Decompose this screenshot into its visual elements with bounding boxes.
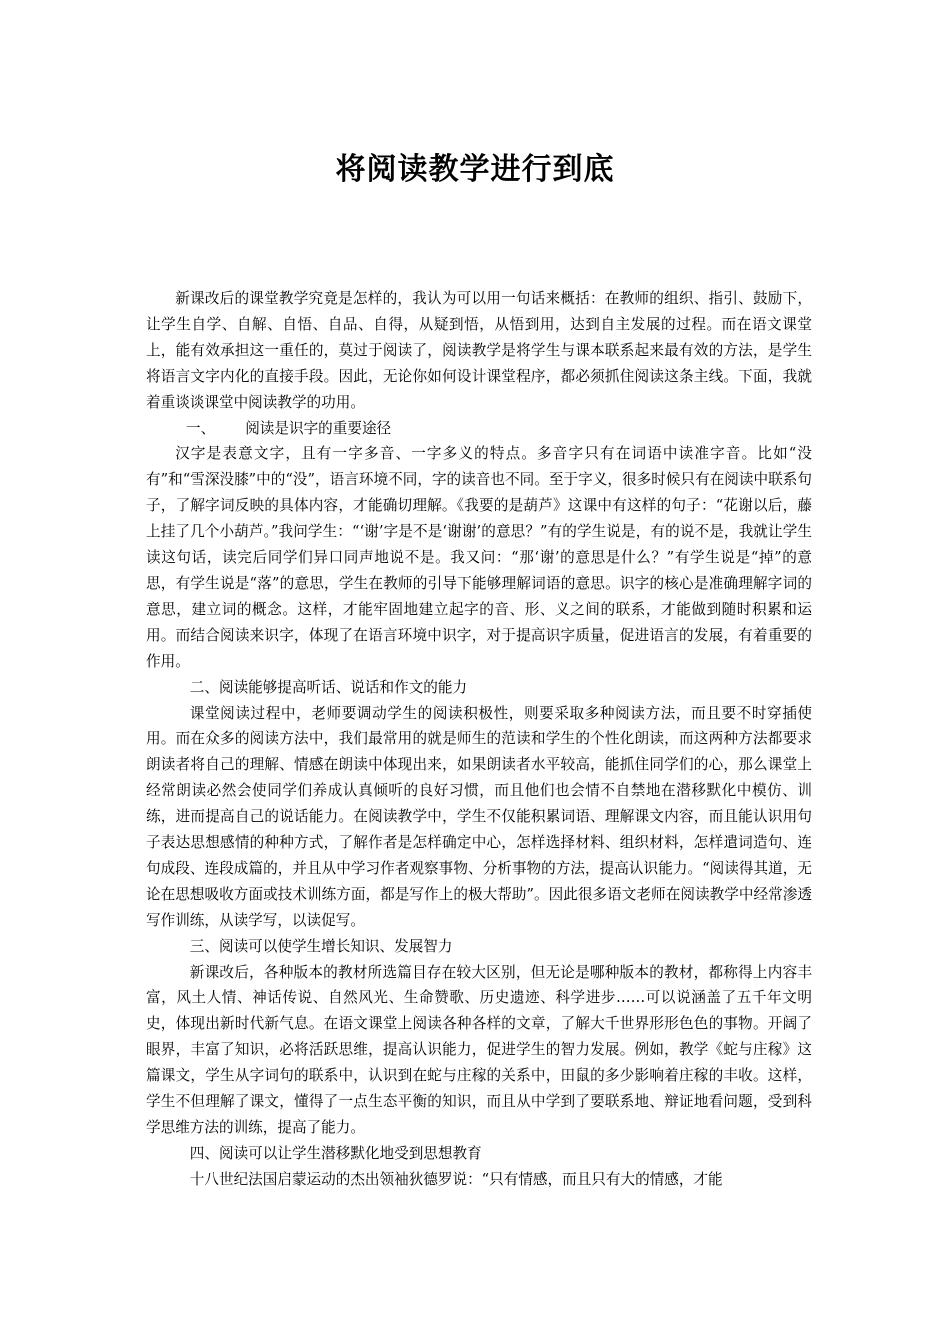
section-3-heading: 三、阅读可以使学生增长知识、发展智力 [189, 937, 453, 955]
section-4-paragraph: 十八世纪法国启蒙运动的杰出领袖狄德罗说：“只有情感，而且只有大的情感，才能 [189, 1170, 723, 1188]
section-1-title: 阅读是识字的重要途径 [245, 419, 392, 437]
section-2-paragraph: 课堂阅读过程中，老师要调动学生的阅读积极性，则要采取多种阅读方法，而且要不时穿插使用。而在众多的阅读方法中，我们最常用的就是师生的范读和学生的个性化朗读，而这两种方法都要求朗读者将自己的理解、情感在朗读中体现出来，如果朗读者水平较高，能抓住同学们的心，那么课堂上经常朗读必然会使同学们养成认真倾听的良好习惯，而且他们也会情不自禁地在潜移默化中模仿、训练，进而提高自己的说话能力。在阅读教学中，学生不仅能积累词语、理解课文内容，而且能认识用句子表达思想感情的种种方式，了解作者是怎样确定中心，怎样选择材料、组织材料，怎样遣词造句、连句成段、连段成篇的，并且从中学习作者观察事物、分析事物的方法，提高认识能力。“阅读得其道，无论在思想吸收方面或技术训练方面，都是写作上的极大帮助”。因此很多语文老师在阅读教学中经常渗透写作训练，从读学写，以读促写。 [146, 704, 812, 929]
section-1-heading [146, 416, 812, 442]
section-1-paragraph: 汉字是表意文字，且有一字多音、一字多义的特点。多音字只有在词语中读准字音。比如“没有”和“雪深没膝”中的“没”，语言环境不同，字的读音也不同。至于字义，很多时候只有在阅读中联系句子，了解字词反映的具体内容，才能确切理解。《我要的是葫芦》这课中有这样的句子：“花谢以后，藤上挂了几个小葫芦。”我问学生：“‘谢’字是不是‘谢谢’的意思？”有的学生说是，有的说不是，我就让学生读这句话，读完后同学们异口同声地说不是。我又问：“那‘谢’的意思是什么？”有学生说是“掉”的意思，有学生说是“落”的意思，学生在教师的引导下能够理解词语的意思。识字的核心是准确理解字词的意思，建立词的概念。这样，才能牢固地建立起字的音、形、义之间的联系，才能做到随时积累和运用。而结合阅读来识字，体现了在语言环境中识字，对于提高识字质量，促进语言的发展，有着重要的作用。 [146, 445, 812, 670]
section-1-number: 一、 [186, 419, 216, 437]
section-4-heading: 四、阅读可以让学生潜移默化地受到思想教育 [189, 1144, 482, 1162]
section-2-heading: 二、阅读能够提高听话、说话和作文的能力 [189, 678, 468, 696]
section-3-paragraph: 新课改后，各种版本的教材所选篇目存在较大区别，但无论是哪种版本的教材，都称得上内容丰富，风土人情、神话传说、自然风光、生命赞歌、历史遗迹、科学进步……可以说涵盖了五千年文明史，体现出新时代新气息。在语文课堂上阅读各种各样的文章，了解大千世界形形色色的事物。开阔了眼界，丰富了知识，必将活跃思维，提高认识能力，促进学生的智力发展。例如，教学《蛇与庄稼》这篇课文，学生从字词句的联系中，认识到在蛇与庄稼的关系中，田鼠的多少影响着庄稼的丰收。这样，学生不但理解了课文，懂得了一点生态平衡的知识，而且从中学到了要联系地、辩证地看问题，受到科学思维方法的训练，提高了能力。 [146, 963, 812, 1136]
document-title: 将阅读教学进行到底 [335, 152, 615, 187]
intro-paragraph: 新课改后的课堂教学究竟是怎样的，我认为可以用一句话来概括：在教师的组织、指引、鼓励下，让学生自学、自解、自悟、自品、自得，从疑到悟，从悟到用，达到自主发展的过程。而在语文课堂上，能有效承担这一重任的，莫过于阅读了，阅读教学是将学生与课本联系起来最有效的方法，是学生将语言文字内化的直接手段。因此，无论你如何设计课堂程序，都必须抓住阅读这条主线。下面，我就着重谈谈课堂中阅读教学的功用。 [146, 290, 812, 411]
document-body [146, 286, 812, 1193]
